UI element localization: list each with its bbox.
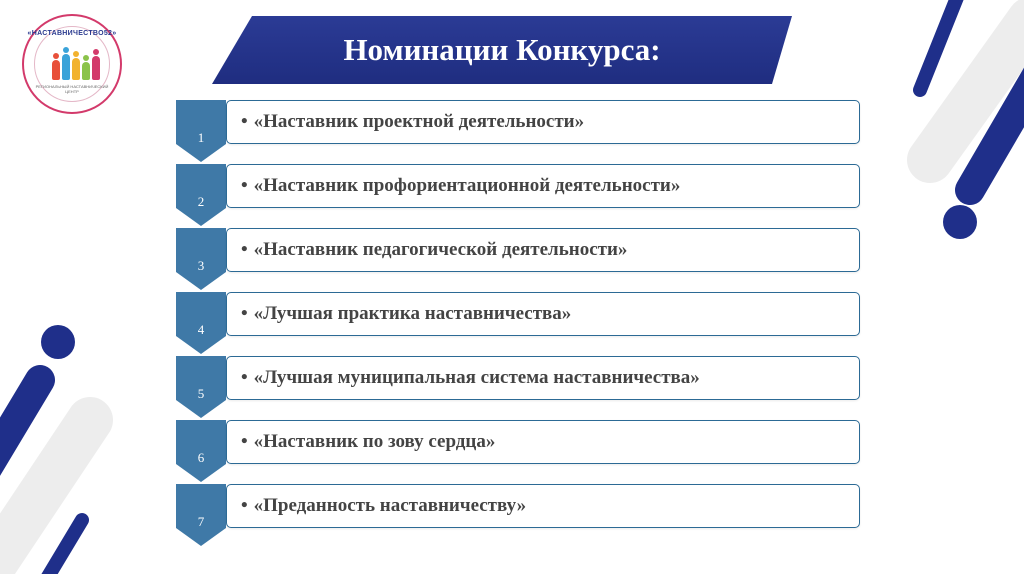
- bullet-icon: •: [241, 367, 248, 388]
- nomination-label: [241, 101, 584, 143]
- nomination-number: 4: [197, 322, 205, 337]
- nomination-text: «Наставник по зову сердца»: [253, 431, 496, 452]
- nomination-row: [0, 164, 870, 226]
- nomination-text: «Наставник педагогической деятельности»: [253, 239, 628, 260]
- logo-figure-icon: [52, 60, 60, 80]
- nomination-card: [226, 356, 860, 400]
- page-title: Номинации Конкурса:: [343, 32, 661, 67]
- logo-figure-icon: [72, 58, 80, 80]
- organization-logo: [22, 14, 122, 114]
- logo-figure-icon: [82, 62, 90, 80]
- nomination-card: [226, 420, 860, 464]
- nomination-row: [0, 228, 870, 290]
- nomination-number: 3: [197, 258, 205, 273]
- nomination-card: [226, 484, 860, 528]
- nomination-number: 5: [197, 386, 205, 401]
- nomination-number: 6: [197, 450, 205, 465]
- decorative-stripes-top-right: [890, 0, 1024, 260]
- title-banner: [212, 16, 792, 84]
- bullet-icon: •: [241, 303, 248, 324]
- nomination-label: [241, 293, 571, 335]
- logo-figure-icon: [92, 56, 100, 80]
- nomination-label: [241, 229, 627, 271]
- bullet-icon: •: [241, 175, 248, 196]
- nomination-label: [241, 357, 700, 399]
- nomination-text: «Наставник проектной деятельности»: [253, 111, 585, 132]
- nomination-text: «Наставник профориентационной деятельности»: [253, 175, 681, 196]
- logo-top-text: «НАСТАВНИЧЕСТВО52»: [27, 30, 117, 37]
- nomination-row: [0, 484, 870, 546]
- logo-figure-icon: [62, 54, 70, 80]
- nomination-text: «Лучшая практика наставничества»: [253, 303, 572, 324]
- nomination-row: [0, 292, 870, 354]
- nomination-label: [241, 165, 680, 207]
- bullet-icon: •: [241, 111, 248, 132]
- bullet-icon: •: [241, 495, 248, 516]
- nomination-number: 2: [197, 194, 205, 209]
- nomination-card: [226, 292, 860, 336]
- bullet-icon: •: [241, 431, 248, 452]
- nomination-text: «Лучшая муниципальная система наставничества»: [253, 367, 700, 388]
- logo-bottom-text: РЕГИОНАЛЬНЫЙ НАСТАВНИЧЕСКИЙ ЦЕНТР: [35, 84, 109, 94]
- nomination-label: [241, 421, 495, 463]
- nomination-row: [0, 100, 870, 162]
- nomination-label: [241, 485, 526, 527]
- nomination-number: 7: [197, 514, 205, 529]
- nomination-card: [226, 228, 860, 272]
- bullet-icon: •: [241, 239, 248, 260]
- nomination-row: [0, 420, 870, 482]
- nomination-number: 1: [197, 130, 205, 145]
- nomination-card: [226, 164, 860, 208]
- nomination-row: [0, 356, 870, 418]
- nomination-text: «Преданность наставничеству»: [253, 495, 527, 516]
- nomination-card: [226, 100, 860, 144]
